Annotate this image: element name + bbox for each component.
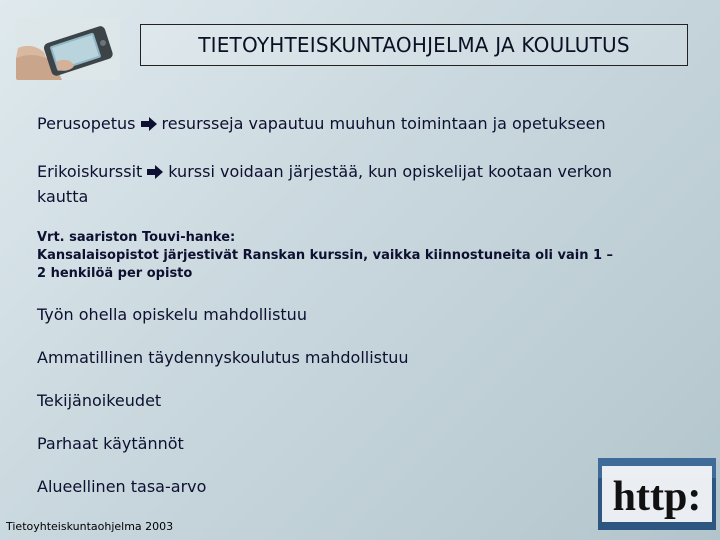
http-illustration	[598, 458, 716, 530]
item-erikoiskurssit	[37, 160, 657, 208]
item-ammatillinen: Ammatillinen täydennyskoulutus mahdollistuu	[37, 348, 409, 367]
erikois-rest: kurssi voidaan järjestää, kun opiskelijat kootaan verkon kautta	[37, 162, 612, 206]
perusopetus-term: Perusopetus	[37, 114, 136, 133]
right-arrow-icon	[140, 114, 158, 137]
http-image	[598, 458, 716, 530]
erikois-term: Erikoiskurssit	[37, 162, 143, 181]
footer-text: Tietoyhteiskuntaohjelma 2003	[6, 520, 174, 533]
item-alueellinen: Alueellinen tasa-arvo	[37, 477, 207, 496]
touvi-line-2: Kansalaisopistot järjestivät Ranskan kurssin, vaikka kiinnostuneita oli vain 1 – 2 henkilöä per opisto	[37, 248, 614, 281]
title-box	[140, 24, 688, 66]
content-list	[37, 112, 657, 498]
handheld-device-photo	[16, 18, 120, 80]
http-text: http:	[612, 474, 702, 520]
item-tekijanoikeudet: Tekijänoikeudet	[37, 391, 162, 410]
touvi-line-1: Vrt. saariston Touvi-hanke:	[37, 230, 236, 245]
touvi-note	[37, 229, 657, 283]
right-arrow-icon	[146, 162, 164, 185]
handheld-device-illustration	[16, 18, 120, 80]
perusopetus-rest: resursseja vapautuu muuhun toimintaan ja opetukseen	[161, 114, 606, 133]
item-tyon-ohella: Työn ohella opiskelu mahdollistuu	[37, 305, 307, 324]
item-perusopetus	[37, 112, 657, 137]
item-parhaat: Parhaat käytännöt	[37, 434, 184, 453]
slide-title: TIETOYHTEISKUNTAOHJELMA JA KOULUTUS	[198, 33, 630, 57]
